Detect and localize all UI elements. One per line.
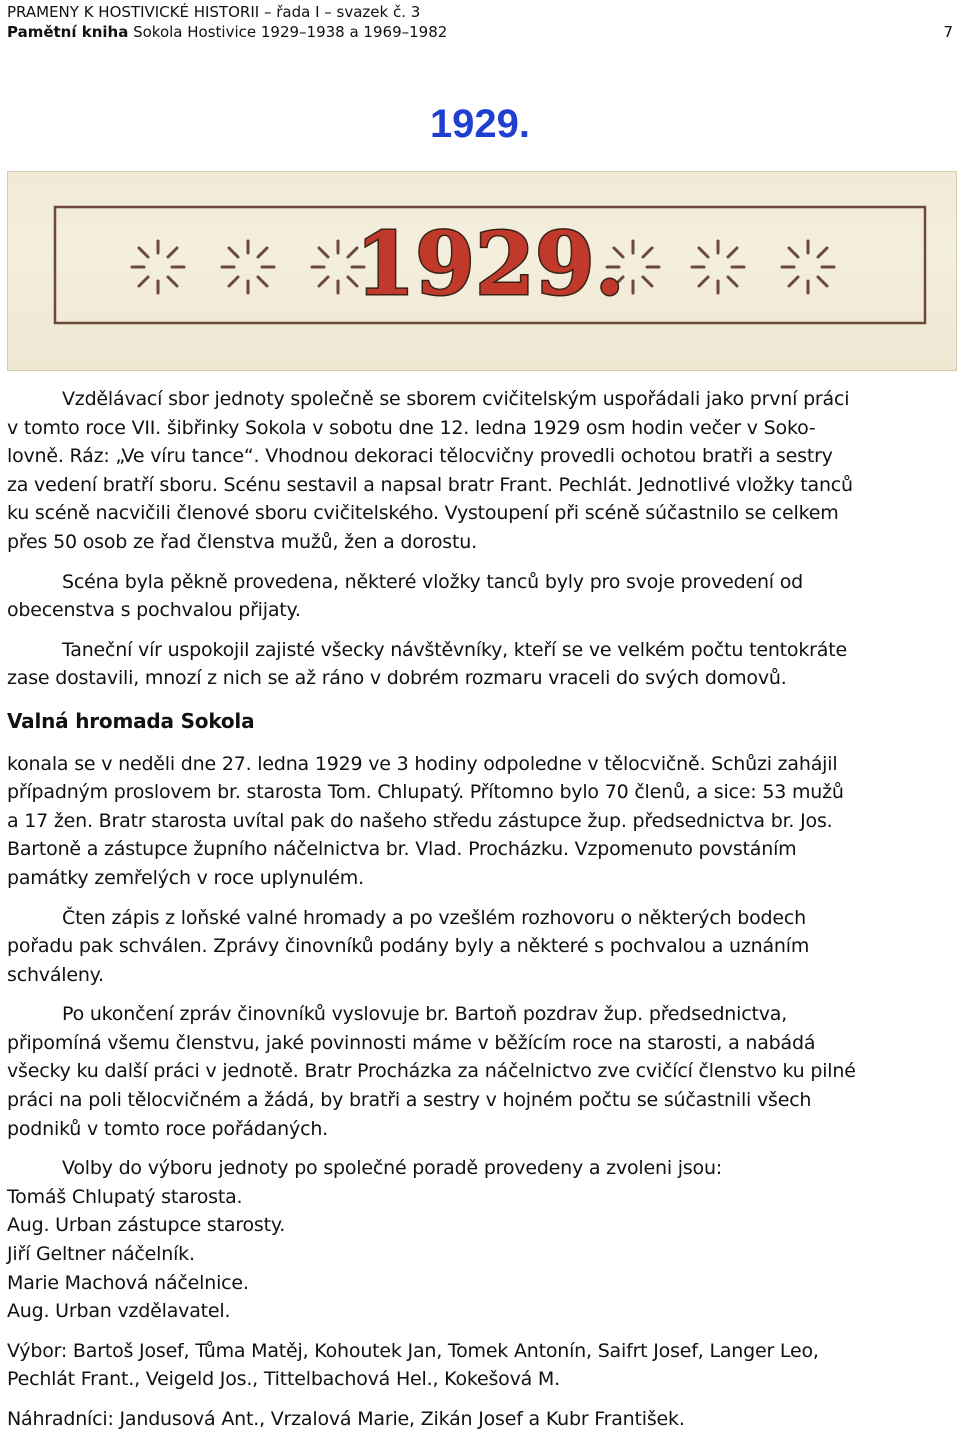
page-number: 7 (943, 23, 953, 41)
text-line: v tomto roce VII. šibřinky Sokola v sobotu dne 12. ledna 1929 osm hodin večer v Soko- (7, 416, 816, 439)
paragraph-reports (7, 1000, 957, 1143)
section-heading: Valná hromada Sokola (7, 708, 255, 733)
elected-officer: Jiří Geltner náčelník. (7, 1243, 195, 1266)
text-line: ku scéně nacvičili členové sboru cvičitelského. Vystoupení při scéně súčastnilo se celkem (7, 502, 839, 525)
paragraph-scene (7, 568, 957, 625)
banner-illustration (8, 172, 957, 371)
text-line: Scéna byla pěkně provedena, některé vložky tanců byly pro svoje provedení od (62, 570, 803, 593)
text-line: Po ukončení zpráv činovníků vyslovuje br. Bartoň pozdrav žup. předsednictva, (62, 1003, 788, 1026)
text-line: a 17 žen. Bratr starosta uvítal pak do našeho středu zástupce žup. předsednictva br. Jos. (7, 809, 833, 832)
paragraph-sibrinky (7, 385, 957, 557)
starburst-icon (132, 241, 184, 293)
book-header-rest: Sokola Hostivice 1929–1938 a 1969–1982 (128, 23, 448, 41)
starburst-group-right (607, 241, 834, 293)
text-line: připomíná všemu členstvu, jaké povinnosti máme v běžícím roce na starosti, a nabádá (7, 1031, 816, 1054)
starburst-icon (692, 241, 744, 293)
paragraph-dance (7, 636, 957, 693)
text-line: pořadu pak schválen. Zprávy činovníků podány byly a některé s pochvalou a uznáním (7, 935, 810, 958)
text-line: podniků v tomto roce pořádaných. (7, 1117, 328, 1140)
text-line: Čten zápis z loňské valné hromady a po vzešlém rozhovoru o některých bodech (62, 906, 806, 929)
text-line: zase dostavili, mnozí z nich se až ráno v dobrém rozmaru vraceli do svých domovů. (7, 667, 787, 690)
substitutes-list: Náhradníci: Jandusová Ant., Vrzalová Marie, Zikán Josef a Kubr František. (7, 1408, 685, 1430)
elected-officers-list (7, 1183, 957, 1326)
text-line: obecenstva s pochvalou přijaty. (7, 599, 301, 622)
committee-list (7, 1337, 957, 1394)
starburst-icon (222, 241, 274, 293)
text-line: Pechlát Frant., Veigeld Jos., Tittelbachová Hel., Kokešová M. (7, 1368, 560, 1391)
text-line: konala se v neděli dne 27. ledna 1929 ve 3 hodiny odpoledne v tělocvičně. Schůzi zahájil (7, 752, 838, 775)
elected-officer: Aug. Urban vzdělavatel. (7, 1300, 231, 1323)
text-line: lovně. Ráz: „Ve víru tance“. Vhodnou dekoraci tělocvičny provedli ochotou bratři a sestry (7, 445, 833, 468)
text-line: přes 50 osob ze řad členstva mužů, žen a dorostu. (7, 530, 477, 553)
text-line: Výbor: Bartoš Josef, Tůma Matěj, Kohoutek Jan, Tomek Antonín, Saifrt Josef, Langer Leo, (7, 1339, 819, 1362)
text-line: památky zemřelých v roce uplynulém. (7, 866, 364, 889)
elected-officer: Tomáš Chlupatý starosta. (7, 1185, 243, 1208)
elected-officer: Marie Machová náčelnice. (7, 1271, 249, 1294)
text-line: Bartoně a zástupce župního náčelnictva br. Vlad. Procházku. Vzpomenuto povstáním (7, 838, 797, 861)
banner-year-lettering: 1929. (355, 214, 625, 315)
year-title: 1929. (429, 102, 531, 146)
text-line: za vedení bratří sboru. Scénu sestavil a napsal bratr Frant. Pechlát. Jednotlivé vložky tanců (7, 473, 853, 496)
text-line: Vzdělávací sbor jednoty společně se sborem cvičitelským uspořádali jako první práci (62, 388, 850, 410)
text-line: Volby do výboru jednoty po společné poradě provedeny a zvoleni jsou: (62, 1157, 723, 1180)
text-line: práci na poli tělocvičném a žádá, by bratři a sestry v hojném počtu se súčastnili všech (7, 1089, 812, 1112)
text-line: případným proslovem br. starosta Tom. Chlupatý. Přítomno bylo 70 členů, a sice: 53 mužů (7, 781, 844, 804)
paragraph-general-meeting (7, 750, 957, 893)
text-line: schváleny. (7, 963, 104, 986)
elected-officer: Aug. Urban zástupce starosty. (7, 1214, 286, 1237)
text-line: všecky ku další práci v jednotě. Bratr Procházka za náčelnictvo zve cvičící členstvo ku pilné (7, 1060, 856, 1083)
paragraph-elections (7, 1154, 957, 1183)
decorative-year-banner (7, 171, 957, 371)
text-line: Taneční vír uspokojil zajisté všecky návštěvníky, kteří se ve velkém počtu tentokráte (62, 638, 847, 661)
starburst-icon (782, 241, 834, 293)
body-text (7, 385, 957, 1434)
paragraph-minutes (7, 904, 957, 990)
series-header: PRAMENY K HOSTIVICKÉ HISTORII – řada I – svazek č. 3 (7, 3, 421, 21)
book-header (7, 22, 953, 42)
book-header-bold: Pamětní kniha (7, 23, 129, 41)
starburst-group-left (132, 241, 364, 293)
